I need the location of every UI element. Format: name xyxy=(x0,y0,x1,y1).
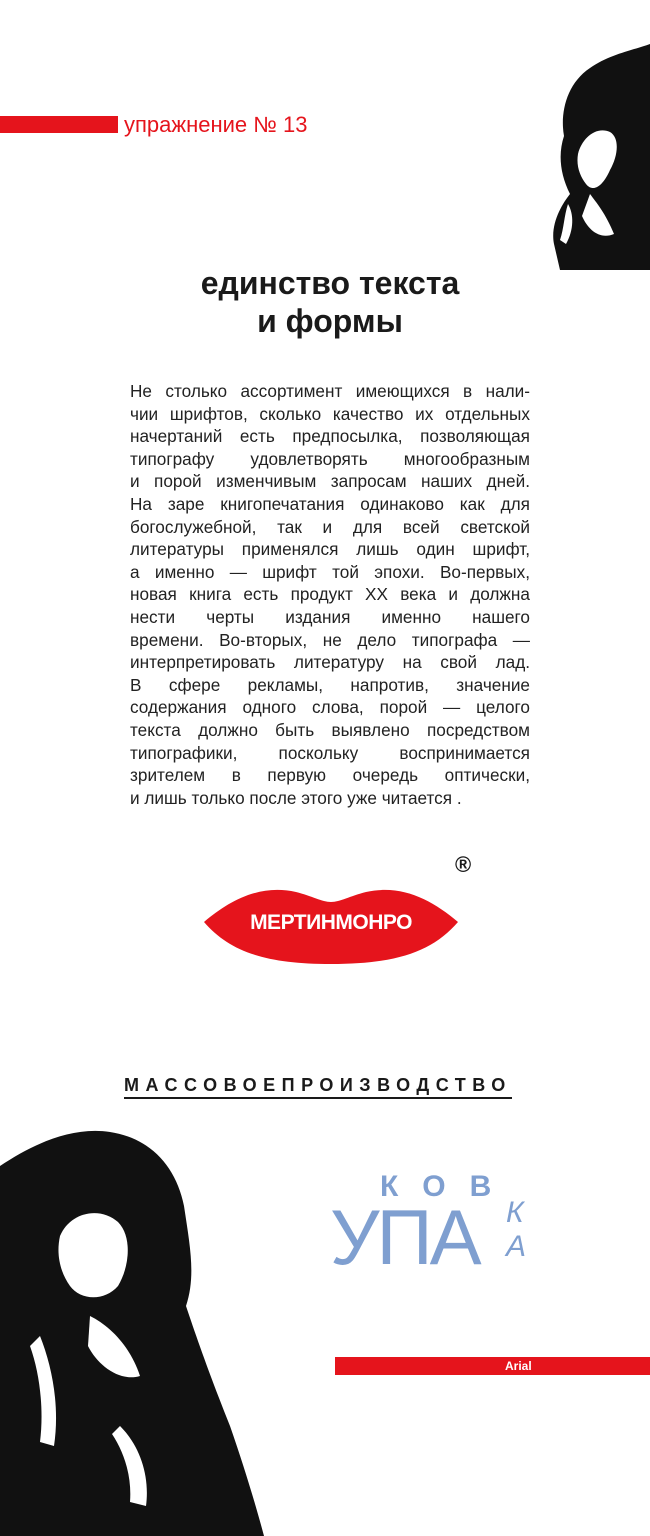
lettering-top: КОВ xyxy=(380,1170,516,1203)
text-line: типографу удовлетворять многообразным xyxy=(130,448,530,469)
title-line: и формы xyxy=(257,303,403,339)
footer-red-bar xyxy=(335,1357,650,1375)
font-name-label: Arial xyxy=(505,1359,532,1373)
portrait-illustration-top xyxy=(530,44,650,270)
text-line: богослужебной, так и для всей светской xyxy=(130,516,530,537)
text-line: новая книга есть продукт XX века и должна xyxy=(130,584,530,605)
upakovka-lettering xyxy=(330,1160,630,1290)
text-line: типографики, поскольку воспринимается xyxy=(130,742,530,763)
brand-caption: МАССОВОЕПРОИЗВОДСТВО xyxy=(124,1075,512,1099)
text-line: В сфере рекламы, напротив, значение xyxy=(130,674,530,695)
text-line: чии шрифтов, сколько качество их отдельных xyxy=(130,403,530,424)
lettering-side-top: К xyxy=(506,1196,524,1229)
text-line: и порой изменчивым запросам наших дней. xyxy=(130,471,530,492)
exercise-label: упражнение № 13 xyxy=(124,112,308,137)
text-line: нести черты издания именно нашего xyxy=(130,606,530,627)
body-paragraph xyxy=(130,380,530,809)
lettering-main: УПА xyxy=(330,1193,479,1281)
header-red-bar xyxy=(0,116,118,133)
text-line: интерпретировать литературу на свой лад. xyxy=(130,652,530,673)
lips-logo xyxy=(200,882,462,964)
text-line: а именно — шрифт той эпохи. Во-первых, xyxy=(130,561,530,582)
text-line: зрителем в первую очередь оптически, xyxy=(130,765,530,786)
page-title xyxy=(130,264,530,340)
lips-logo-text: МЕРТИНМОНРО xyxy=(250,911,412,934)
text-line: На заре книгопечатания одинаково как для xyxy=(130,493,530,514)
text-line: времени. Во-вторых, не дело типографа — xyxy=(130,629,530,650)
text-line: литературы применялся лишь один шрифт, xyxy=(130,539,530,560)
registered-mark: ® xyxy=(455,852,472,877)
title-line: единство текста xyxy=(200,265,460,301)
portrait-illustration-bottom xyxy=(0,1126,264,1536)
text-line: содержания одного слова, порой — целого xyxy=(130,697,530,718)
text-line: начертаний есть предпосылка, позволяющая xyxy=(130,426,530,447)
lettering-side-bottom: А xyxy=(506,1230,527,1263)
text-line: Не столько ассортимент имеющихся в нали- xyxy=(130,381,530,401)
text-line: и лишь только после этого уже читается . xyxy=(130,787,462,808)
text-line: текста должно быть выявлено посредством xyxy=(130,719,530,740)
